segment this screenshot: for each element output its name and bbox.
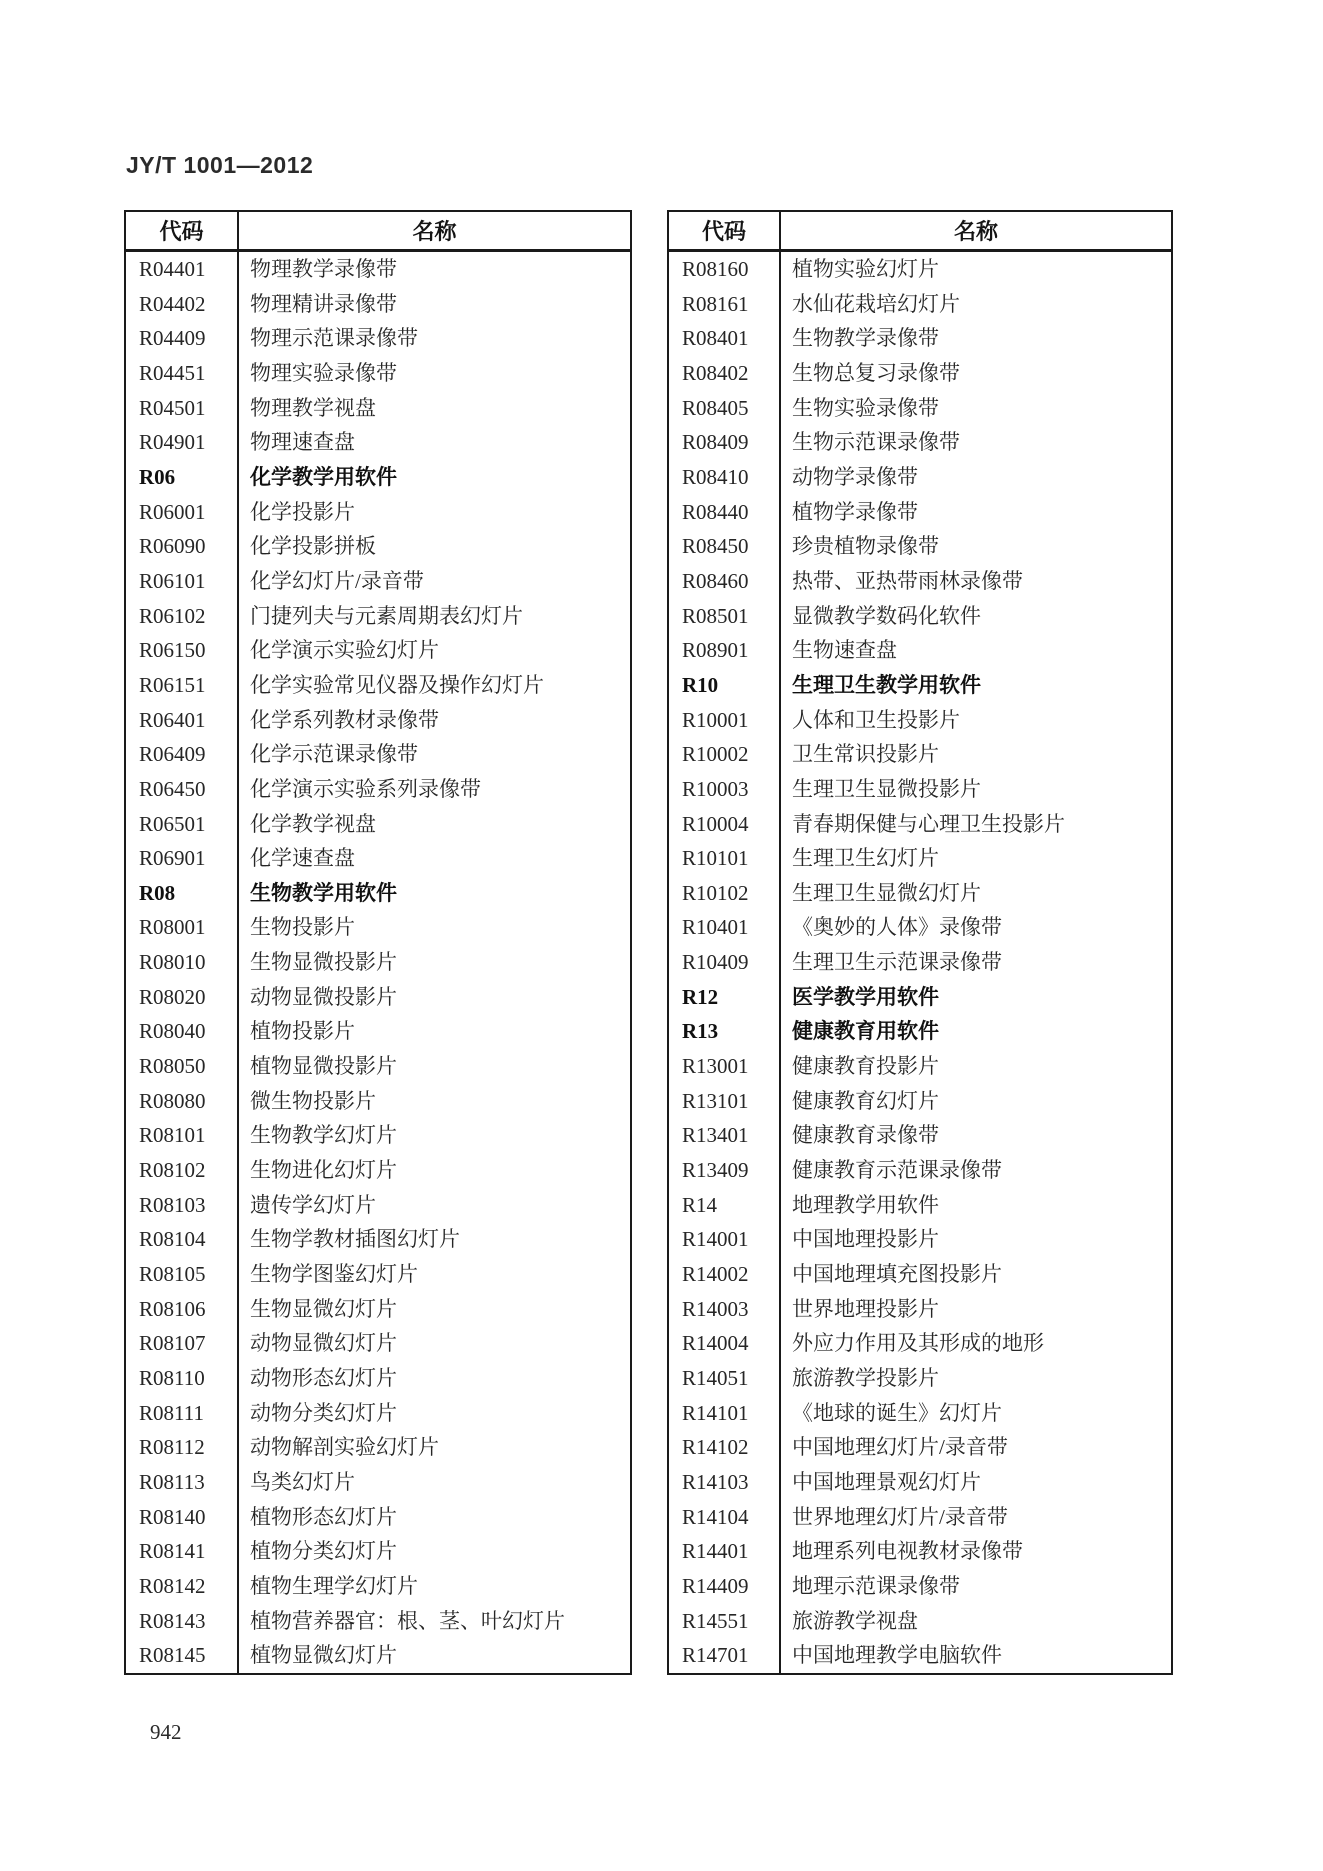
name-cell: 物理教学录像带: [250, 257, 397, 281]
code-cell: R10001: [668, 703, 780, 738]
code-column-header: 代码: [125, 211, 238, 251]
name-cell: 植物生理学幻灯片: [250, 1573, 418, 1598]
table-row: [668, 807, 1172, 842]
name-cell: 生物显微幻灯片: [250, 1296, 397, 1321]
code-cell: R08103: [125, 1188, 238, 1223]
table-header-row: [668, 211, 1172, 251]
table-row: [125, 1534, 631, 1569]
code-column-header: 代码: [668, 211, 780, 251]
name-cell: 水仙花栽培幻灯片: [792, 291, 960, 316]
code-cell: R04401: [125, 251, 238, 287]
table-row: [668, 1257, 1172, 1292]
code-cell: R06901: [125, 841, 238, 876]
code-cell: R08113: [125, 1465, 238, 1500]
name-cell: 中国地理教学电脑软件: [792, 1643, 1002, 1668]
table-row: [125, 1604, 631, 1639]
code-cell: R13: [668, 1014, 780, 1049]
table-row: [125, 1084, 631, 1119]
code-cell: R08040: [125, 1014, 238, 1049]
name-cell: 化学投影拼板: [250, 534, 376, 559]
table-row: [125, 356, 631, 391]
name-cell: 卫生常识投影片: [792, 742, 939, 767]
name-cell: 世界地理投影片: [792, 1296, 939, 1321]
table-row: [125, 460, 631, 495]
name-cell: 中国地理填充图投影片: [792, 1262, 1002, 1287]
code-cell: R06102: [125, 599, 238, 634]
table-row: [125, 980, 631, 1015]
code-cell: R14002: [668, 1257, 780, 1292]
right-table-body: [668, 251, 1172, 1674]
name-cell: 物理速查盘: [250, 430, 355, 455]
code-cell: R14101: [668, 1396, 780, 1431]
name-cell: 物理教学视盘: [250, 395, 376, 420]
table-row: [668, 1500, 1172, 1535]
name-cell: 植物实验幻灯片: [792, 257, 939, 281]
name-cell: 地理示范课录像带: [792, 1573, 960, 1598]
code-cell: R14: [668, 1188, 780, 1223]
table-row: [668, 1292, 1172, 1327]
code-cell: R14051: [668, 1361, 780, 1396]
name-cell: 化学演示实验幻灯片: [250, 638, 439, 663]
table-row: [668, 980, 1172, 1015]
name-cell: 化学演示实验系列录像带: [250, 776, 481, 801]
name-cell: 物理实验录像带: [250, 360, 397, 385]
code-cell: R08010: [125, 945, 238, 980]
code-cell: R08160: [668, 251, 780, 287]
code-cell: R14001: [668, 1222, 780, 1257]
code-cell: R13401: [668, 1118, 780, 1153]
name-cell: 生物示范课录像带: [792, 430, 960, 455]
name-cell: 化学教学视盘: [250, 811, 376, 836]
code-cell: R14004: [668, 1326, 780, 1361]
name-cell: 健康教育幻灯片: [792, 1088, 939, 1113]
table-row: [668, 1014, 1172, 1049]
table-row: [668, 1084, 1172, 1119]
code-cell: R13409: [668, 1153, 780, 1188]
code-cell: R08450: [668, 529, 780, 564]
name-cell: 生物总复习录像带: [792, 360, 960, 385]
name-cell: 生物学图鉴幻灯片: [250, 1262, 418, 1287]
code-cell: R04451: [125, 356, 238, 391]
code-cell: R08410: [668, 460, 780, 495]
name-cell: 生理卫生幻灯片: [792, 846, 939, 871]
table-row: [668, 1430, 1172, 1465]
name-cell: 生理卫生示范课录像带: [792, 950, 1002, 975]
table-row: [668, 599, 1172, 634]
code-cell: R08161: [668, 287, 780, 322]
code-cell: R08104: [125, 1222, 238, 1257]
code-cell: R04901: [125, 425, 238, 460]
table-row: [668, 668, 1172, 703]
name-cell: 健康教育示范课录像带: [792, 1158, 1002, 1183]
name-cell: 植物显微幻灯片: [250, 1643, 397, 1668]
table-row: [668, 1188, 1172, 1223]
name-cell: 化学教学用软件: [250, 464, 397, 489]
code-cell: R14701: [668, 1638, 780, 1674]
table-row: [668, 1604, 1172, 1639]
code-cell: R08102: [125, 1153, 238, 1188]
table-row: [125, 251, 631, 287]
name-cell: 植物显微投影片: [250, 1054, 397, 1079]
name-cell: 青春期保健与心理卫生投影片: [792, 811, 1065, 836]
table-row: [125, 1500, 631, 1535]
code-cell: R13101: [668, 1084, 780, 1119]
name-cell: 健康教育录像带: [792, 1123, 939, 1148]
name-cell: 热带、亚热带雨林录像带: [792, 568, 1023, 593]
code-cell: R08112: [125, 1430, 238, 1465]
name-cell: 《地球的诞生》幻灯片: [792, 1400, 1002, 1425]
table-row: [125, 633, 631, 668]
table-row: [125, 1396, 631, 1431]
code-cell: R08409: [668, 425, 780, 460]
code-cell: R08080: [125, 1084, 238, 1119]
name-cell: 《奥妙的人体》录像带: [792, 915, 1002, 940]
code-cell: R06450: [125, 772, 238, 807]
table-row: [125, 1292, 631, 1327]
table-row: [125, 1326, 631, 1361]
table-row: [125, 772, 631, 807]
name-cell: 生物教学录像带: [792, 326, 939, 351]
code-cell: R08101: [125, 1118, 238, 1153]
table-row: [668, 425, 1172, 460]
name-cell: 化学实验常见仪器及操作幻灯片: [250, 672, 544, 697]
table-row: [125, 1222, 631, 1257]
table-row: [125, 1465, 631, 1500]
page-number: 942: [150, 1720, 182, 1744]
table-header-row: [125, 211, 631, 251]
table-row: [668, 876, 1172, 911]
code-cell: R06401: [125, 703, 238, 738]
table-row: [125, 1188, 631, 1223]
name-cell: 生理卫生显微幻灯片: [792, 880, 981, 905]
code-cell: R08142: [125, 1569, 238, 1604]
name-cell: 健康教育用软件: [792, 1019, 939, 1044]
name-cell: 中国地理幻灯片/录音带: [792, 1435, 1008, 1460]
name-cell: 生理卫生教学用软件: [792, 672, 981, 697]
code-cell: R06: [125, 460, 238, 495]
code-cell: R08050: [125, 1049, 238, 1084]
table-row: [668, 1638, 1172, 1674]
code-cell: R08105: [125, 1257, 238, 1292]
code-cell: R10004: [668, 807, 780, 842]
code-cell: R06101: [125, 564, 238, 599]
table-row: [125, 599, 631, 634]
table-row: [125, 425, 631, 460]
table-row: [668, 356, 1172, 391]
table-row: [668, 703, 1172, 738]
code-cell: R08501: [668, 599, 780, 634]
code-cell: R04402: [125, 287, 238, 322]
table-row: [668, 1534, 1172, 1569]
code-cell: R10102: [668, 876, 780, 911]
name-cell: 微生物投影片: [250, 1088, 376, 1113]
code-cell: R08141: [125, 1534, 238, 1569]
code-cell: R14103: [668, 1465, 780, 1500]
name-cell: 生物投影片: [250, 915, 355, 940]
code-cell: R10409: [668, 945, 780, 980]
code-cell: R10401: [668, 910, 780, 945]
code-cell: R08111: [125, 1396, 238, 1431]
name-cell: 中国地理投影片: [792, 1227, 939, 1252]
name-cell: 动物显微幻灯片: [250, 1331, 397, 1356]
code-cell: R08440: [668, 495, 780, 530]
name-cell: 化学示范课录像带: [250, 742, 418, 767]
code-cell: R10101: [668, 841, 780, 876]
table-row: [668, 633, 1172, 668]
name-cell: 地理教学用软件: [792, 1192, 939, 1217]
code-cell: R12: [668, 980, 780, 1015]
table-row: [125, 1569, 631, 1604]
code-cell: R06150: [125, 633, 238, 668]
code-cell: R06501: [125, 807, 238, 842]
name-cell: 生物实验录像带: [792, 395, 939, 420]
code-cell: R14551: [668, 1604, 780, 1639]
code-cell: R08460: [668, 564, 780, 599]
name-cell: 动物形态幻灯片: [250, 1366, 397, 1390]
name-cell: 动物解剖实验幻灯片: [250, 1435, 439, 1460]
code-cell: R04501: [125, 391, 238, 426]
name-cell: 世界地理幻灯片/录音带: [792, 1504, 1008, 1529]
code-cell: R04409: [125, 321, 238, 356]
code-cell: R08020: [125, 980, 238, 1015]
table-row: [668, 251, 1172, 287]
table-row: [668, 1049, 1172, 1084]
code-cell: R08901: [668, 633, 780, 668]
name-cell: 植物分类幻灯片: [250, 1539, 397, 1564]
name-cell: 化学系列教材录像带: [250, 707, 439, 732]
code-cell: R08402: [668, 356, 780, 391]
code-cell: R08140: [125, 1500, 238, 1535]
code-cell: R08145: [125, 1638, 238, 1674]
name-cell: 植物学录像带: [792, 499, 918, 524]
table-row: [125, 910, 631, 945]
table-row: [125, 529, 631, 564]
table-row: [668, 1222, 1172, 1257]
table-row: [125, 841, 631, 876]
table-row: [125, 1257, 631, 1292]
table-row: [125, 1153, 631, 1188]
code-cell: R14102: [668, 1430, 780, 1465]
table-row: [668, 772, 1172, 807]
name-cell: 生物速查盘: [792, 638, 897, 663]
code-cell: R08: [125, 876, 238, 911]
table-row: [668, 1465, 1172, 1500]
name-cell: 珍贵植物录像带: [792, 534, 939, 559]
code-table-left: [124, 210, 632, 1675]
code-cell: R08110: [125, 1361, 238, 1396]
name-cell: 生物显微投影片: [250, 950, 397, 975]
name-cell: 物理示范课录像带: [250, 326, 418, 351]
table-row: [668, 910, 1172, 945]
table-row: [668, 1326, 1172, 1361]
name-cell: 健康教育投影片: [792, 1054, 939, 1079]
table-row: [668, 321, 1172, 356]
table-row: [125, 1638, 631, 1674]
table-row: [668, 1569, 1172, 1604]
code-cell: R06409: [125, 737, 238, 772]
name-cell: 生物学教材插图幻灯片: [250, 1227, 460, 1252]
name-cell: 植物形态幻灯片: [250, 1504, 397, 1529]
name-cell: 植物投影片: [250, 1019, 355, 1044]
name-cell: 生物教学幻灯片: [250, 1123, 397, 1148]
code-cell: R10003: [668, 772, 780, 807]
table-row: [125, 287, 631, 322]
table-row: [668, 287, 1172, 322]
table-row: [668, 1361, 1172, 1396]
name-cell: 遗传学幻灯片: [250, 1192, 376, 1217]
name-cell: 化学幻灯片/录音带: [250, 568, 424, 593]
code-cell: R14409: [668, 1569, 780, 1604]
name-cell: 生物教学用软件: [250, 880, 397, 905]
table-row: [125, 1430, 631, 1465]
name-cell: 旅游教学视盘: [792, 1608, 918, 1633]
name-cell: 外应力作用及其形成的地形: [792, 1331, 1044, 1356]
name-cell: 地理系列电视教材录像带: [792, 1539, 1023, 1564]
table-row: [668, 391, 1172, 426]
left-table-body: [125, 251, 631, 1674]
name-cell: 化学投影片: [250, 499, 355, 524]
name-cell: 生理卫生显微投影片: [792, 776, 981, 801]
code-cell: R08405: [668, 391, 780, 426]
standard-number: JY/T 1001—2012: [126, 152, 314, 178]
name-cell: 化学速查盘: [250, 846, 355, 871]
code-cell: R08401: [668, 321, 780, 356]
table-row: [125, 1361, 631, 1396]
table-row: [125, 391, 631, 426]
name-cell: 显微教学数码化软件: [792, 603, 981, 628]
name-cell: 中国地理景观幻灯片: [792, 1469, 981, 1494]
code-cell: R14401: [668, 1534, 780, 1569]
code-cell: R10: [668, 668, 780, 703]
table-row: [668, 564, 1172, 599]
table-row: [668, 1153, 1172, 1188]
code-cell: R08106: [125, 1292, 238, 1327]
code-cell: R08107: [125, 1326, 238, 1361]
name-cell: 鸟类幻灯片: [250, 1469, 355, 1494]
table-row: [125, 876, 631, 911]
code-cell: R06001: [125, 495, 238, 530]
table-row: [668, 460, 1172, 495]
table-row: [125, 945, 631, 980]
table-row: [125, 1118, 631, 1153]
table-row: [125, 1049, 631, 1084]
code-cell: R13001: [668, 1049, 780, 1084]
name-cell: 动物显微投影片: [250, 984, 397, 1009]
name-cell: 动物分类幻灯片: [250, 1400, 397, 1425]
table-row: [125, 495, 631, 530]
table-row: [668, 737, 1172, 772]
table-row: [125, 564, 631, 599]
name-cell: 动物学录像带: [792, 464, 918, 489]
table-row: [668, 945, 1172, 980]
name-cell: 旅游教学投影片: [792, 1366, 939, 1390]
table-row: [125, 668, 631, 703]
code-table-right: [667, 210, 1173, 1675]
code-cell: R10002: [668, 737, 780, 772]
name-column-header: 名称: [780, 211, 1172, 251]
code-cell: R14104: [668, 1500, 780, 1535]
table-row: [668, 529, 1172, 564]
table-row: [668, 1118, 1172, 1153]
table-row: [125, 737, 631, 772]
table-row: [125, 807, 631, 842]
name-cell: 物理精讲录像带: [250, 291, 397, 316]
name-column-header: 名称: [238, 211, 631, 251]
code-cell: R06151: [125, 668, 238, 703]
code-cell: R14003: [668, 1292, 780, 1327]
code-cell: R08143: [125, 1604, 238, 1639]
code-cell: R06090: [125, 529, 238, 564]
code-cell: R08001: [125, 910, 238, 945]
table-row: [125, 1014, 631, 1049]
table-row: [125, 703, 631, 738]
name-cell: 生物进化幻灯片: [250, 1158, 397, 1183]
table-row: [668, 841, 1172, 876]
name-cell: 医学教学用软件: [792, 984, 939, 1009]
name-cell: 植物营养器官：根、茎、叶幻灯片: [250, 1608, 565, 1633]
name-cell: 人体和卫生投影片: [792, 707, 960, 732]
table-row: [668, 1396, 1172, 1431]
name-cell: 门捷列夫与元素周期表幻灯片: [250, 603, 523, 628]
table-row: [668, 495, 1172, 530]
table-row: [125, 321, 631, 356]
